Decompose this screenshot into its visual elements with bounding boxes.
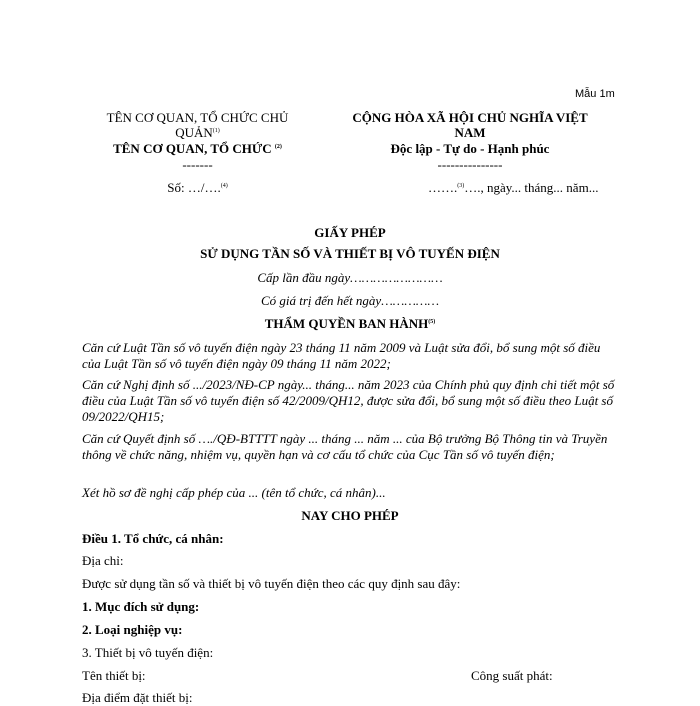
- agency-header: [90, 110, 305, 140]
- agency-rule: -------: [182, 157, 213, 172]
- national-title: [335, 110, 605, 140]
- device-name-label: Tên thiết bị:: [82, 668, 146, 683]
- legal-basis-law: Căn cứ Luật Tần số vô tuyến điện ngày 23 tháng 11 năm 2009 và Luật sửa đổi, bổ sung một số điều của Luật Tần số vô tuyến điện ngày 09 tháng 11 năm 2022;: [82, 340, 601, 371]
- legal-basis-decision: Căn cứ Quyết định số …./QĐ-BTTTT ngày ... tháng ... năm ... của Bộ trưởng Bộ Thông tin và Truyền thông về chức năng, nhiệm vụ, quyền hạn và cơ cấu tổ chức của Cục Tần số vô tuyến điện;: [82, 431, 608, 462]
- installation-location-label: Địa điểm đặt thiết bị:: [82, 690, 193, 705]
- national-title-line2: NAM: [454, 125, 486, 140]
- motto-rule: ---------------: [437, 157, 503, 172]
- agency-name: TÊN CƠ QUAN, TỔ CHỨC $^{(2)}$: [113, 141, 282, 156]
- equipment-heading: 3. Thiết bị vô tuyến điện:: [82, 645, 214, 660]
- permit-heading: NAY CHO PHÉP: [301, 508, 399, 523]
- place-date: …….$^{(3)}$…., ngày... tháng... năm...: [428, 180, 599, 195]
- parent-agency-name-line1: TÊN CƠ QUAN, TỔ CHỨC CHỦ: [106, 110, 289, 125]
- address-label: Địa chỉ:: [82, 553, 124, 568]
- application-review: Xét hồ sơ đề nghị cấp phép của ... (tên tổ chức, cá nhân)...: [82, 485, 386, 500]
- document-subtitle: SỬ DỤNG TẦN SỐ VÀ THIẾT BỊ VÔ TUYẾN ĐIỆN: [200, 246, 500, 261]
- legal-basis-decree: Căn cứ Nghị định số .../2023/NĐ-CP ngày... tháng... năm 2023 của Chính phủ quy định chi tiết một số điều của Luật Tần số vô tuyến điện số 42/2009/QH12, được sửa đổi, bổ sung một số điều theo Luật số 09/2022/QH15;: [82, 377, 615, 424]
- document-title: GIẤY PHÉP: [314, 225, 386, 240]
- issue-date: Cấp lần đầu ngày……………………: [257, 270, 443, 285]
- purpose-heading: 1. Mục đích sử dụng:: [82, 599, 200, 614]
- transmit-power-label: Công suất phát:: [471, 668, 553, 683]
- validity-date: Có giá trị đến hết ngày……………: [260, 293, 440, 308]
- national-title-line1: CỘNG HÒA XÃ HỘI CHỦ NGHĨA VIỆT: [352, 110, 588, 125]
- form-code: Mẫu 1m: [575, 88, 615, 100]
- issuing-authority: THẨM QUYỀN BAN HÀNH$^{(5)}$: [264, 316, 436, 331]
- parent-agency-name-line2: QUẢN$^{(1)}$: [175, 125, 220, 140]
- service-type-heading: 2. Loại nghiệp vụ:: [82, 622, 183, 637]
- document-number: Số: …/….$^{(4)}$: [167, 180, 228, 195]
- article-1-heading: Điều 1. Tổ chức, cá nhân:: [82, 531, 224, 546]
- national-motto: Độc lập - Tự do - Hạnh phúc: [390, 141, 550, 156]
- usage-statement: Được sử dụng tần số và thiết bị vô tuyến điện theo các quy định sau đây:: [82, 576, 461, 591]
